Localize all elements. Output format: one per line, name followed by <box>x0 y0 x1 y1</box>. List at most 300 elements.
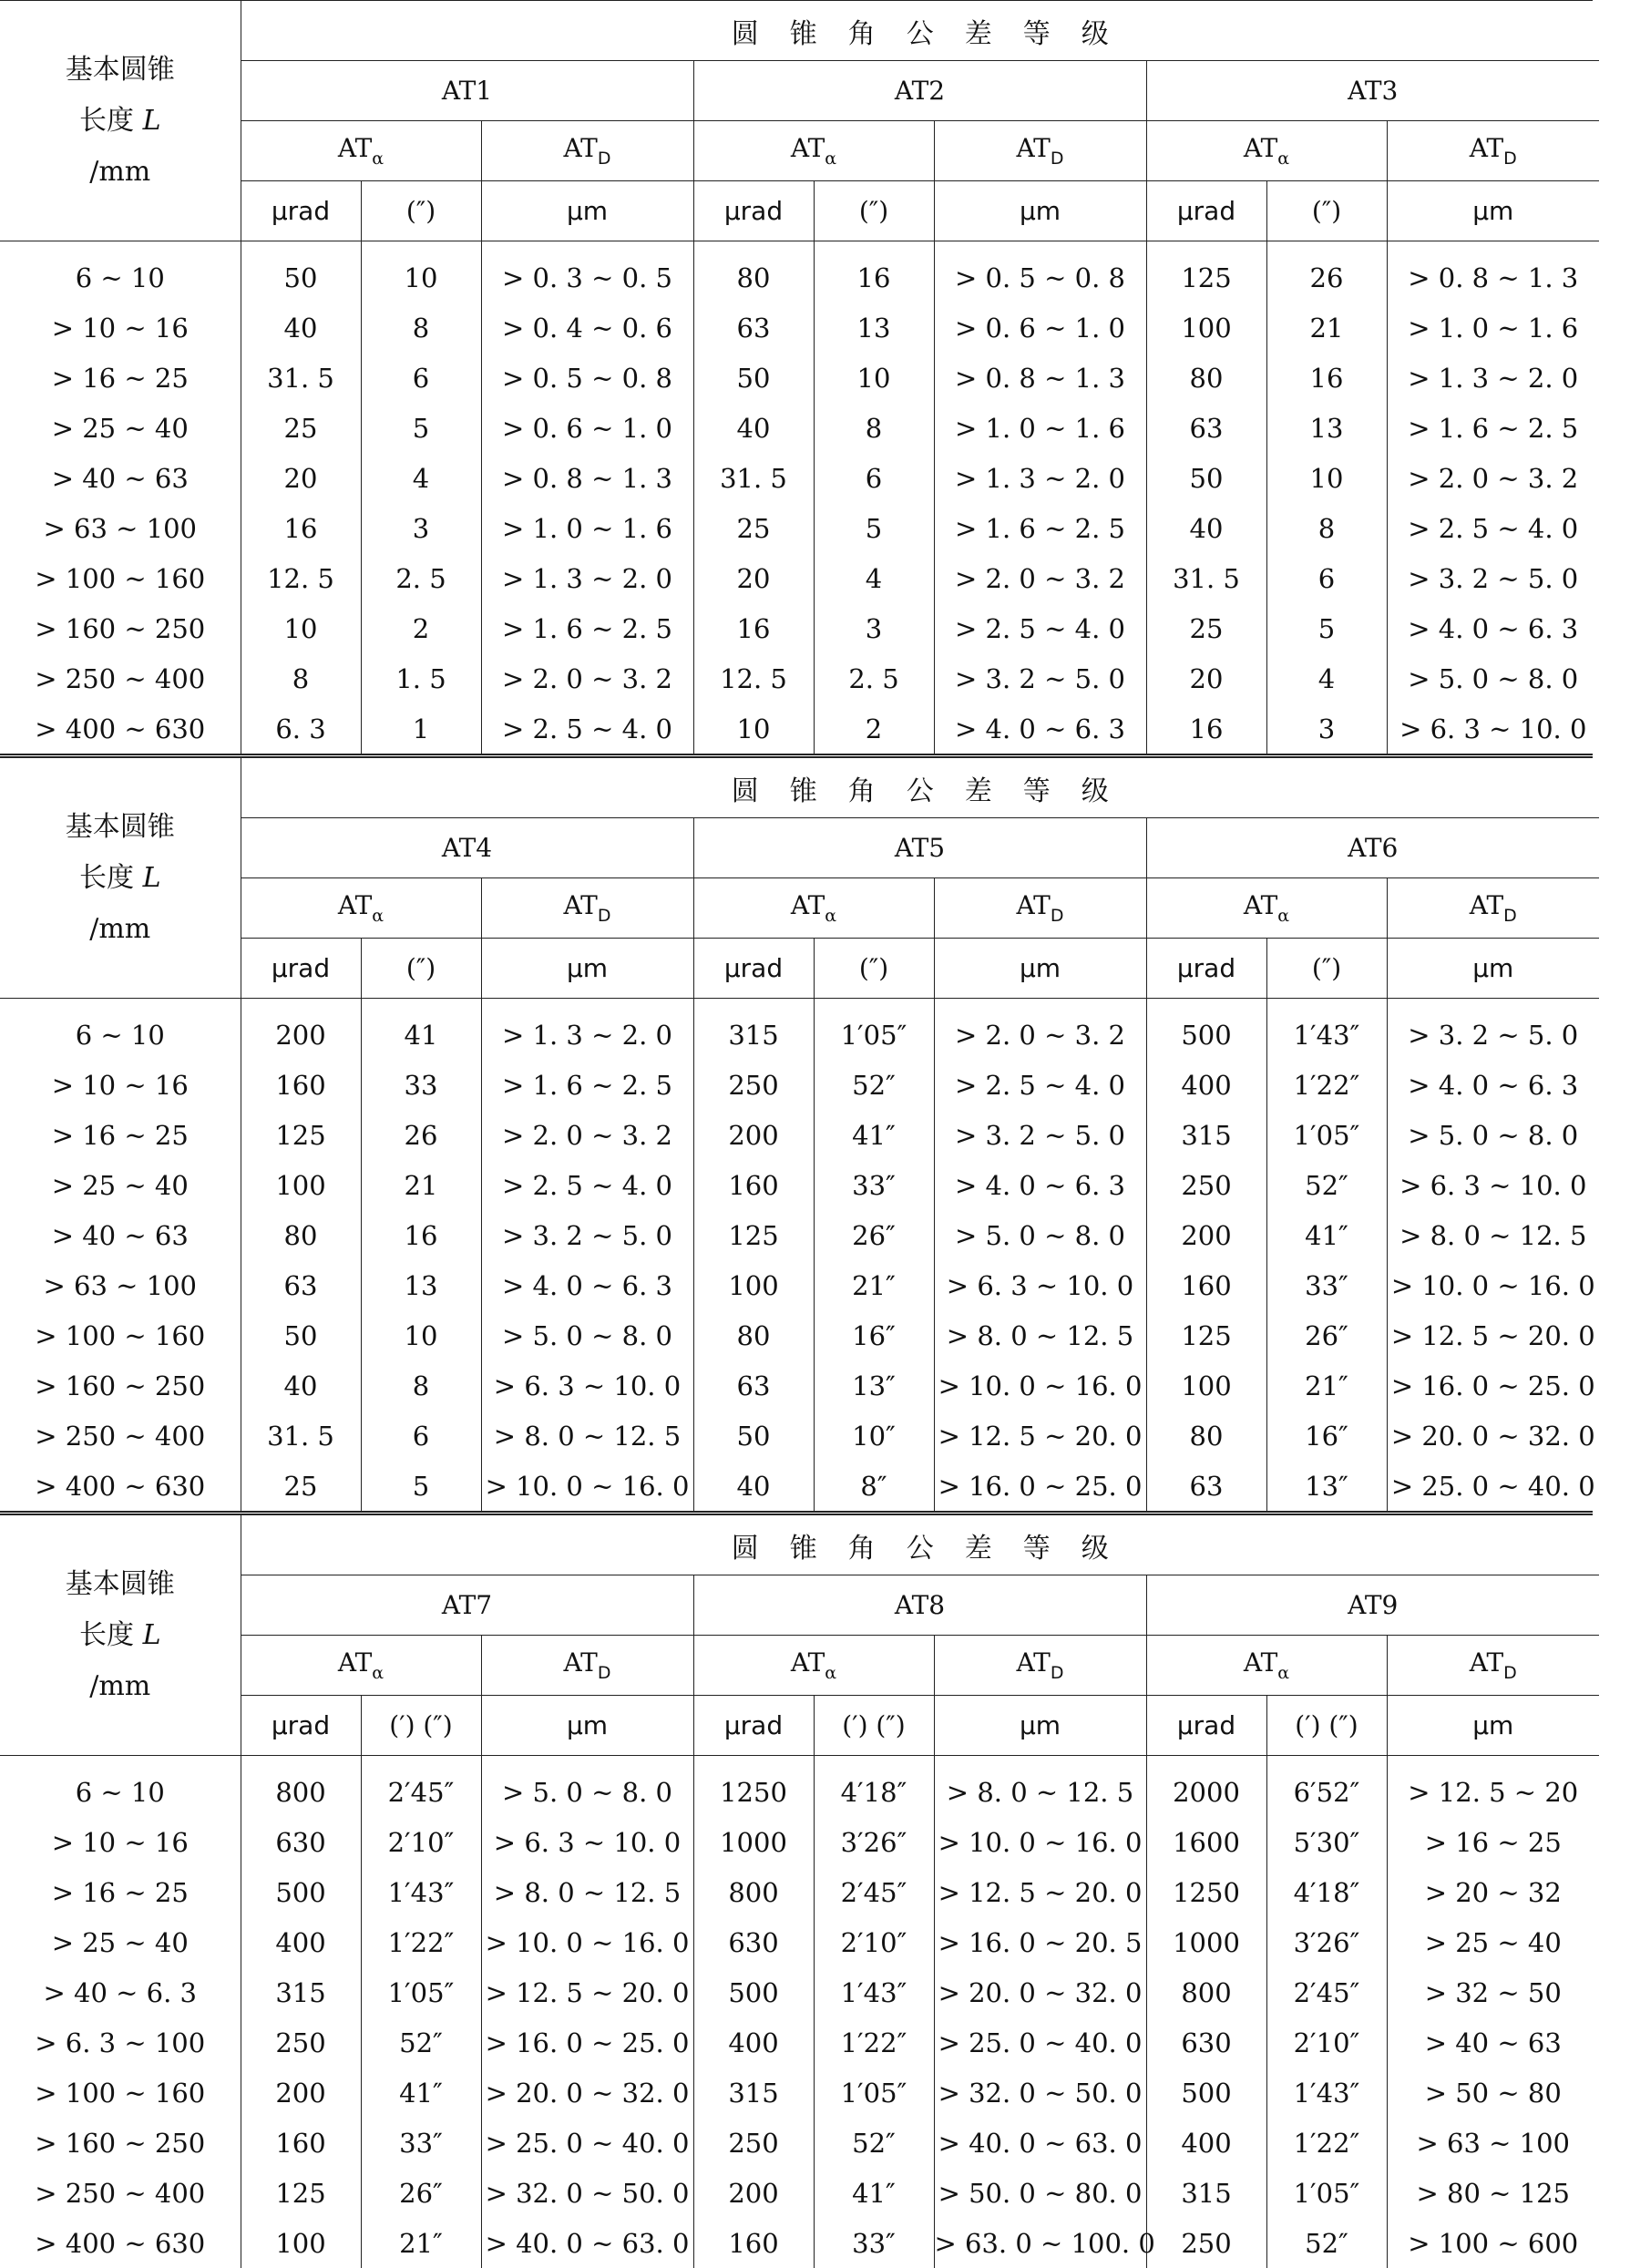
length-range-cell: 6 ~ 10 <box>0 1756 241 1818</box>
value-cell: 400 <box>1146 1060 1266 1110</box>
value-cell: 21″ <box>814 1260 934 1310</box>
value-cell: 63 <box>241 1260 361 1310</box>
grade-at7: AT7 <box>241 1575 693 1636</box>
grade-at9: AT9 <box>1146 1575 1599 1636</box>
at-d-header <box>934 1636 1146 1696</box>
value-cell: > 5. 0 ~ 8. 0 <box>1387 653 1599 703</box>
at-d-header <box>1387 1636 1599 1696</box>
value-cell: > 32. 0 ~ 50. 0 <box>481 2168 693 2218</box>
value-cell: 63 <box>693 303 814 353</box>
value-cell: > 1. 3 ~ 2. 0 <box>481 999 693 1061</box>
value-cell: > 0. 5 ~ 0. 8 <box>481 353 693 403</box>
at-label: AT <box>1016 890 1051 920</box>
length-range-cell: > 63 ~ 100 <box>0 1260 241 1310</box>
value-cell: > 8. 0 ~ 12. 5 <box>934 1756 1146 1818</box>
corner-line-2 <box>0 1610 241 1661</box>
value-cell: > 5. 0 ~ 8. 0 <box>1387 1110 1599 1160</box>
value-cell: 3′26″ <box>1266 1917 1387 1967</box>
value-cell: 26 <box>1266 241 1387 303</box>
at-label: AT <box>1469 133 1504 163</box>
value-cell: > 25 ~ 40 <box>1387 1917 1599 1967</box>
value-cell: > 80 ~ 125 <box>1387 2168 1599 2218</box>
value-cell: > 50 ~ 80 <box>1387 2068 1599 2118</box>
value-cell: 10 <box>361 1310 481 1360</box>
table-row <box>0 2218 1599 2268</box>
value-cell: > 10. 0 ~ 16. 0 <box>481 1917 693 1967</box>
length-range-cell: > 400 ~ 630 <box>0 1461 241 1511</box>
value-cell: > 1. 3 ~ 2. 0 <box>481 553 693 603</box>
at-label: AT <box>1243 890 1278 920</box>
unit-urad: μrad <box>693 1696 814 1756</box>
unit-angle: (″) <box>361 939 481 999</box>
value-cell: > 2. 5 ~ 4. 0 <box>1387 503 1599 553</box>
length-range-cell: > 63 ~ 100 <box>0 503 241 553</box>
value-cell: 5 <box>814 503 934 553</box>
at-alpha-header <box>241 878 481 939</box>
value-cell: 33 <box>361 1060 481 1110</box>
table-row <box>0 1110 1599 1160</box>
value-cell: 315 <box>1146 1110 1266 1160</box>
at-alpha-header <box>1146 1636 1387 1696</box>
value-cell: > 25. 0 ~ 40. 0 <box>934 2017 1146 2068</box>
value-cell: 50 <box>693 1411 814 1461</box>
value-cell: > 12. 5 ~ 20. 0 <box>481 1967 693 2017</box>
unit-urad: μrad <box>1146 939 1266 999</box>
value-cell: > 3. 2 ~ 5. 0 <box>481 1210 693 1260</box>
value-cell: 1000 <box>693 1817 814 1867</box>
corner-line-2-text: 长度 <box>79 1618 143 1651</box>
value-cell: 80 <box>693 1310 814 1360</box>
value-cell: 1′05″ <box>814 2068 934 2118</box>
value-cell: > 10. 0 ~ 16. 0 <box>934 1360 1146 1411</box>
length-range-cell: > 400 ~ 630 <box>0 703 241 754</box>
value-cell: > 3. 2 ~ 5. 0 <box>1387 999 1599 1061</box>
value-cell: > 8. 0 ~ 12. 5 <box>481 1411 693 1461</box>
corner-line-2-text: 长度 <box>79 861 143 894</box>
value-cell: 16 <box>1266 353 1387 403</box>
value-cell: 26″ <box>1266 1310 1387 1360</box>
value-cell: 200 <box>241 2068 361 2118</box>
value-cell: 2′45″ <box>1266 1967 1387 2017</box>
value-cell: 16 <box>814 241 934 303</box>
value-cell: 80 <box>1146 353 1266 403</box>
value-cell: 5 <box>1266 603 1387 653</box>
at-label: AT <box>563 133 598 163</box>
value-cell: 100 <box>1146 1360 1266 1411</box>
value-cell: > 1. 0 ~ 1. 6 <box>1387 303 1599 353</box>
length-range-cell: > 160 ~ 250 <box>0 603 241 653</box>
value-cell: 630 <box>241 1817 361 1867</box>
value-cell: 80 <box>241 1210 361 1260</box>
value-cell: 125 <box>1146 241 1266 303</box>
at-label: AT <box>1016 1647 1051 1678</box>
value-cell: 1′43″ <box>814 1967 934 2017</box>
value-cell: > 2. 5 ~ 4. 0 <box>481 703 693 754</box>
value-cell: > 12. 5 ~ 20 <box>1387 1756 1599 1818</box>
corner-line-1: 基本圆锥 <box>65 810 175 843</box>
length-range-cell: > 160 ~ 250 <box>0 2118 241 2168</box>
corner-line-3: /mm <box>89 912 151 945</box>
table-row <box>0 1310 1599 1360</box>
table-row <box>0 1060 1599 1110</box>
value-cell: 800 <box>241 1756 361 1818</box>
grade-title <box>241 1515 1599 1575</box>
table-row <box>0 703 1599 754</box>
at-subscript: D <box>1050 906 1064 926</box>
value-cell: 26″ <box>814 1210 934 1260</box>
value-cell: 800 <box>1146 1967 1266 2017</box>
value-cell: 8″ <box>814 1461 934 1511</box>
value-cell: > 4. 0 ~ 6. 3 <box>934 1160 1146 1210</box>
value-cell: > 6. 3 ~ 10. 0 <box>934 1260 1146 1310</box>
at-alpha-header <box>693 121 934 181</box>
value-cell: > 5. 0 ~ 8. 0 <box>934 1210 1146 1260</box>
table-row <box>0 1756 1599 1818</box>
value-cell: 1′05″ <box>1266 2168 1387 2218</box>
value-cell: 315 <box>241 1967 361 2017</box>
value-cell: > 63. 0 ~ 100. 0 <box>934 2218 1146 2268</box>
at-subscript: α <box>1277 149 1290 169</box>
value-cell: > 40. 0 ~ 63. 0 <box>934 2118 1146 2168</box>
value-cell: 8 <box>361 303 481 353</box>
value-cell: 315 <box>1146 2168 1266 2218</box>
value-cell: 80 <box>693 241 814 303</box>
value-cell: 100 <box>693 1260 814 1310</box>
length-range-cell: > 10 ~ 16 <box>0 1060 241 1110</box>
value-cell: 250 <box>693 2118 814 2168</box>
value-cell: 40 <box>241 303 361 353</box>
unit-urad: μrad <box>241 939 361 999</box>
table-row <box>0 1867 1599 1917</box>
unit-um: μm <box>934 181 1146 241</box>
value-cell: 125 <box>1146 1310 1266 1360</box>
value-cell: > 2. 5 ~ 4. 0 <box>934 603 1146 653</box>
value-cell: 52″ <box>361 2017 481 2068</box>
value-cell: 250 <box>241 2017 361 2068</box>
table-block <box>0 754 1593 1511</box>
grade-at1: AT1 <box>241 61 693 121</box>
table-row <box>0 1461 1599 1511</box>
value-cell: 33″ <box>814 1160 934 1210</box>
value-cell: 400 <box>693 2017 814 2068</box>
at-subscript: D <box>1050 149 1064 169</box>
table-row <box>0 353 1599 403</box>
value-cell: > 12. 5 ~ 20. 0 <box>1387 1310 1599 1360</box>
value-cell: 20 <box>241 453 361 503</box>
table-row <box>0 1967 1599 2017</box>
value-cell: 400 <box>1146 2118 1266 2168</box>
value-cell: > 5. 0 ~ 8. 0 <box>481 1310 693 1360</box>
grade-title <box>241 758 1599 818</box>
value-cell: 33″ <box>361 2118 481 2168</box>
value-cell: 12. 5 <box>693 653 814 703</box>
value-cell: 125 <box>241 2168 361 2218</box>
value-cell: > 20. 0 ~ 32. 0 <box>481 2068 693 2118</box>
tolerance-table <box>0 758 1599 1511</box>
value-cell: 50 <box>693 353 814 403</box>
value-cell: > 25. 0 ~ 40. 0 <box>481 2118 693 2168</box>
at-label: AT <box>1243 133 1278 163</box>
at-alpha-header <box>693 1636 934 1696</box>
value-cell: 26 <box>361 1110 481 1160</box>
value-cell: 10 <box>1266 453 1387 503</box>
value-cell: > 16. 0 ~ 25. 0 <box>934 1461 1146 1511</box>
corner-line-1: 基本圆锥 <box>65 1567 175 1600</box>
value-cell: 1250 <box>693 1756 814 1818</box>
at-subscript: D <box>597 906 611 926</box>
value-cell: > 20 ~ 32 <box>1387 1867 1599 1917</box>
at-subscript: α <box>372 1663 384 1683</box>
unit-angle: (″) <box>361 181 481 241</box>
grade-at2: AT2 <box>693 61 1146 121</box>
value-cell: 13″ <box>1266 1461 1387 1511</box>
value-cell: 21″ <box>1266 1360 1387 1411</box>
at-subscript: α <box>372 906 384 926</box>
value-cell: 52″ <box>1266 1160 1387 1210</box>
value-cell: 1000 <box>1146 1917 1266 1967</box>
length-range-cell: > 10 ~ 16 <box>0 303 241 353</box>
grade-at4: AT4 <box>241 818 693 878</box>
header-row-symbols <box>0 1636 1599 1696</box>
value-cell: 10 <box>693 703 814 754</box>
at-label: AT <box>563 1647 598 1678</box>
value-cell: 1′22″ <box>1266 2118 1387 2168</box>
value-cell: 6 <box>361 353 481 403</box>
value-cell: 25 <box>241 403 361 453</box>
table-row <box>0 503 1599 553</box>
value-cell: 1. 5 <box>361 653 481 703</box>
grade-title-text: 圆锥角公差等级 <box>731 1532 1140 1565</box>
at-subscript: α <box>825 149 837 169</box>
value-cell: 5 <box>361 403 481 453</box>
value-cell: > 4. 0 ~ 6. 3 <box>1387 603 1599 653</box>
at-label: AT <box>790 1647 825 1678</box>
value-cell: 5 <box>361 1461 481 1511</box>
value-cell: 6 <box>361 1411 481 1461</box>
value-cell: > 40. 0 ~ 63. 0 <box>481 2218 693 2268</box>
grade-title-text: 圆锥角公差等级 <box>731 17 1140 50</box>
value-cell: 1′05″ <box>361 1967 481 2017</box>
value-cell: 50 <box>1146 453 1266 503</box>
value-cell: 4 <box>814 553 934 603</box>
unit-um: μm <box>934 939 1146 999</box>
value-cell: 3 <box>361 503 481 553</box>
unit-angle: (′) (″) <box>814 1696 934 1756</box>
value-cell: > 16. 0 ~ 20. 5 <box>934 1917 1146 1967</box>
unit-um: μm <box>1387 1696 1599 1756</box>
value-cell: > 0. 8 ~ 1. 3 <box>1387 241 1599 303</box>
value-cell: 160 <box>693 2218 814 2268</box>
value-cell: 125 <box>241 1110 361 1160</box>
value-cell: 2′10″ <box>1266 2017 1387 2068</box>
value-cell: 25 <box>693 503 814 553</box>
value-cell: > 1. 3 ~ 2. 0 <box>934 453 1146 503</box>
value-cell: > 8. 0 ~ 12. 5 <box>1387 1210 1599 1260</box>
value-cell: > 4. 0 ~ 6. 3 <box>1387 1060 1599 1110</box>
length-range-cell: > 100 ~ 160 <box>0 553 241 603</box>
value-cell: 1′43″ <box>1266 2068 1387 2118</box>
value-cell: > 4. 0 ~ 6. 3 <box>934 703 1146 754</box>
value-cell: 31. 5 <box>241 353 361 403</box>
table-row <box>0 1210 1599 1260</box>
corner-line-2 <box>0 96 241 147</box>
at-d-header <box>934 878 1146 939</box>
unit-um: μm <box>481 181 693 241</box>
value-cell: > 25. 0 ~ 40. 0 <box>1387 1461 1599 1511</box>
value-cell: > 3. 2 ~ 5. 0 <box>934 1110 1146 1160</box>
value-cell: 41 <box>361 999 481 1061</box>
unit-urad: μrad <box>693 181 814 241</box>
grade-at5: AT5 <box>693 818 1146 878</box>
tolerance-table <box>0 1515 1599 2268</box>
length-range-cell: > 250 ~ 400 <box>0 1411 241 1461</box>
length-range-cell: > 100 ~ 160 <box>0 1310 241 1360</box>
value-cell: > 63 ~ 100 <box>1387 2118 1599 2168</box>
corner-label <box>0 1515 241 1756</box>
table-row <box>0 999 1599 1061</box>
value-cell: 800 <box>693 1867 814 1917</box>
length-range-cell: > 40 ~ 63 <box>0 453 241 503</box>
table-row <box>0 2168 1599 2218</box>
value-cell: 250 <box>1146 1160 1266 1210</box>
unit-um: μm <box>1387 939 1599 999</box>
value-cell: 1250 <box>1146 1867 1266 1917</box>
value-cell: 16″ <box>814 1310 934 1360</box>
at-alpha-header <box>241 1636 481 1696</box>
value-cell: 1600 <box>1146 1817 1266 1867</box>
table-row <box>0 1817 1599 1867</box>
unit-um: μm <box>481 1696 693 1756</box>
value-cell: 52″ <box>814 1060 934 1110</box>
value-cell: 41″ <box>814 2168 934 2218</box>
table-row <box>0 653 1599 703</box>
value-cell: 100 <box>241 2218 361 2268</box>
at-label: AT <box>337 890 373 920</box>
at-subscript: α <box>1277 1663 1290 1683</box>
value-cell: 16″ <box>1266 1411 1387 1461</box>
value-cell: 52″ <box>814 2118 934 2168</box>
value-cell: 2′10″ <box>814 1917 934 1967</box>
value-cell: 8 <box>1266 503 1387 553</box>
at-label: AT <box>790 133 825 163</box>
at-d-header <box>481 878 693 939</box>
value-cell: > 2. 0 ~ 3. 2 <box>934 999 1146 1061</box>
value-cell: 13 <box>361 1260 481 1310</box>
corner-line-2 <box>0 853 241 904</box>
value-cell: 20 <box>693 553 814 603</box>
at-d-header <box>481 1636 693 1696</box>
unit-urad: μrad <box>693 939 814 999</box>
value-cell: 20 <box>1146 653 1266 703</box>
value-cell: 40 <box>241 1360 361 1411</box>
length-range-cell: > 6. 3 ~ 100 <box>0 2017 241 2068</box>
header-row-grades <box>0 818 1599 878</box>
corner-label <box>0 1 241 241</box>
value-cell: 52″ <box>1266 2218 1387 2268</box>
value-cell: > 4. 0 ~ 6. 3 <box>481 1260 693 1310</box>
table-row <box>0 603 1599 653</box>
grade-at6: AT6 <box>1146 818 1599 878</box>
value-cell: > 20. 0 ~ 32. 0 <box>934 1967 1146 2017</box>
value-cell: 50 <box>241 1310 361 1360</box>
value-cell: > 0. 3 ~ 0. 5 <box>481 241 693 303</box>
length-range-cell: > 40 ~ 6. 3 <box>0 1967 241 2017</box>
length-range-cell: > 250 ~ 400 <box>0 2168 241 2218</box>
value-cell: 3 <box>814 603 934 653</box>
value-cell: > 6. 3 ~ 10. 0 <box>481 1360 693 1411</box>
value-cell: 33″ <box>1266 1260 1387 1310</box>
value-cell: 160 <box>241 2118 361 2168</box>
value-cell: 25 <box>241 1461 361 1511</box>
value-cell: > 10. 0 ~ 16. 0 <box>934 1817 1146 1867</box>
value-cell: 6 <box>1266 553 1387 603</box>
value-cell: > 1. 6 ~ 2. 5 <box>481 603 693 653</box>
value-cell: > 0. 8 ~ 1. 3 <box>934 353 1146 403</box>
unit-um: μm <box>1387 181 1599 241</box>
corner-line-2-italic: L <box>142 1618 161 1651</box>
corner-line-3: /mm <box>89 1669 151 1702</box>
header-row-units <box>0 1696 1599 1756</box>
at-label: AT <box>337 1647 373 1678</box>
value-cell: > 8. 0 ~ 12. 5 <box>934 1310 1146 1360</box>
value-cell: 2′10″ <box>361 1817 481 1867</box>
length-range-cell: > 10 ~ 16 <box>0 1817 241 1867</box>
grade-at8: AT8 <box>693 1575 1146 1636</box>
value-cell: > 16. 0 ~ 25. 0 <box>1387 1360 1599 1411</box>
value-cell: 31. 5 <box>241 1411 361 1461</box>
value-cell: > 50. 0 ~ 80. 0 <box>934 2168 1146 2218</box>
value-cell: 250 <box>693 1060 814 1110</box>
value-cell: 1′22″ <box>1266 1060 1387 1110</box>
unit-urad: μrad <box>1146 181 1266 241</box>
value-cell: > 2. 0 ~ 3. 2 <box>481 653 693 703</box>
value-cell: 100 <box>241 1160 361 1210</box>
unit-angle: (′) (″) <box>361 1696 481 1756</box>
value-cell: 1′22″ <box>361 1917 481 1967</box>
at-label: AT <box>337 133 373 163</box>
value-cell: > 3. 2 ~ 5. 0 <box>1387 553 1599 603</box>
corner-line-2-italic: L <box>142 104 161 137</box>
unit-angle: (′) (″) <box>1266 1696 1387 1756</box>
length-range-cell: > 400 ~ 630 <box>0 2218 241 2268</box>
value-cell: 31. 5 <box>1146 553 1266 603</box>
value-cell: 40 <box>693 403 814 453</box>
length-range-cell: > 160 ~ 250 <box>0 1360 241 1411</box>
value-cell: > 1. 6 ~ 2. 5 <box>481 1060 693 1110</box>
value-cell: > 3. 2 ~ 5. 0 <box>934 653 1146 703</box>
corner-label <box>0 758 241 999</box>
length-range-cell: > 25 ~ 40 <box>0 1917 241 1967</box>
value-cell: 160 <box>1146 1260 1266 1310</box>
at-subscript: D <box>1503 906 1517 926</box>
unit-angle: (″) <box>1266 939 1387 999</box>
value-cell: 2. 5 <box>814 653 934 703</box>
table-row <box>0 1411 1599 1461</box>
value-cell: 40 <box>693 1461 814 1511</box>
header-row-symbols <box>0 878 1599 939</box>
length-range-cell: > 250 ~ 400 <box>0 653 241 703</box>
header-row-symbols <box>0 121 1599 181</box>
value-cell: > 6. 3 ~ 10. 0 <box>1387 703 1599 754</box>
tolerance-table <box>0 1 1599 754</box>
value-cell: 1′05″ <box>814 999 934 1061</box>
length-range-cell: > 25 ~ 40 <box>0 1160 241 1210</box>
length-range-cell: > 16 ~ 25 <box>0 353 241 403</box>
value-cell: 6′52″ <box>1266 1756 1387 1818</box>
header-row-title <box>0 1 1599 61</box>
value-cell: 13 <box>814 303 934 353</box>
at-d-header <box>934 121 1146 181</box>
